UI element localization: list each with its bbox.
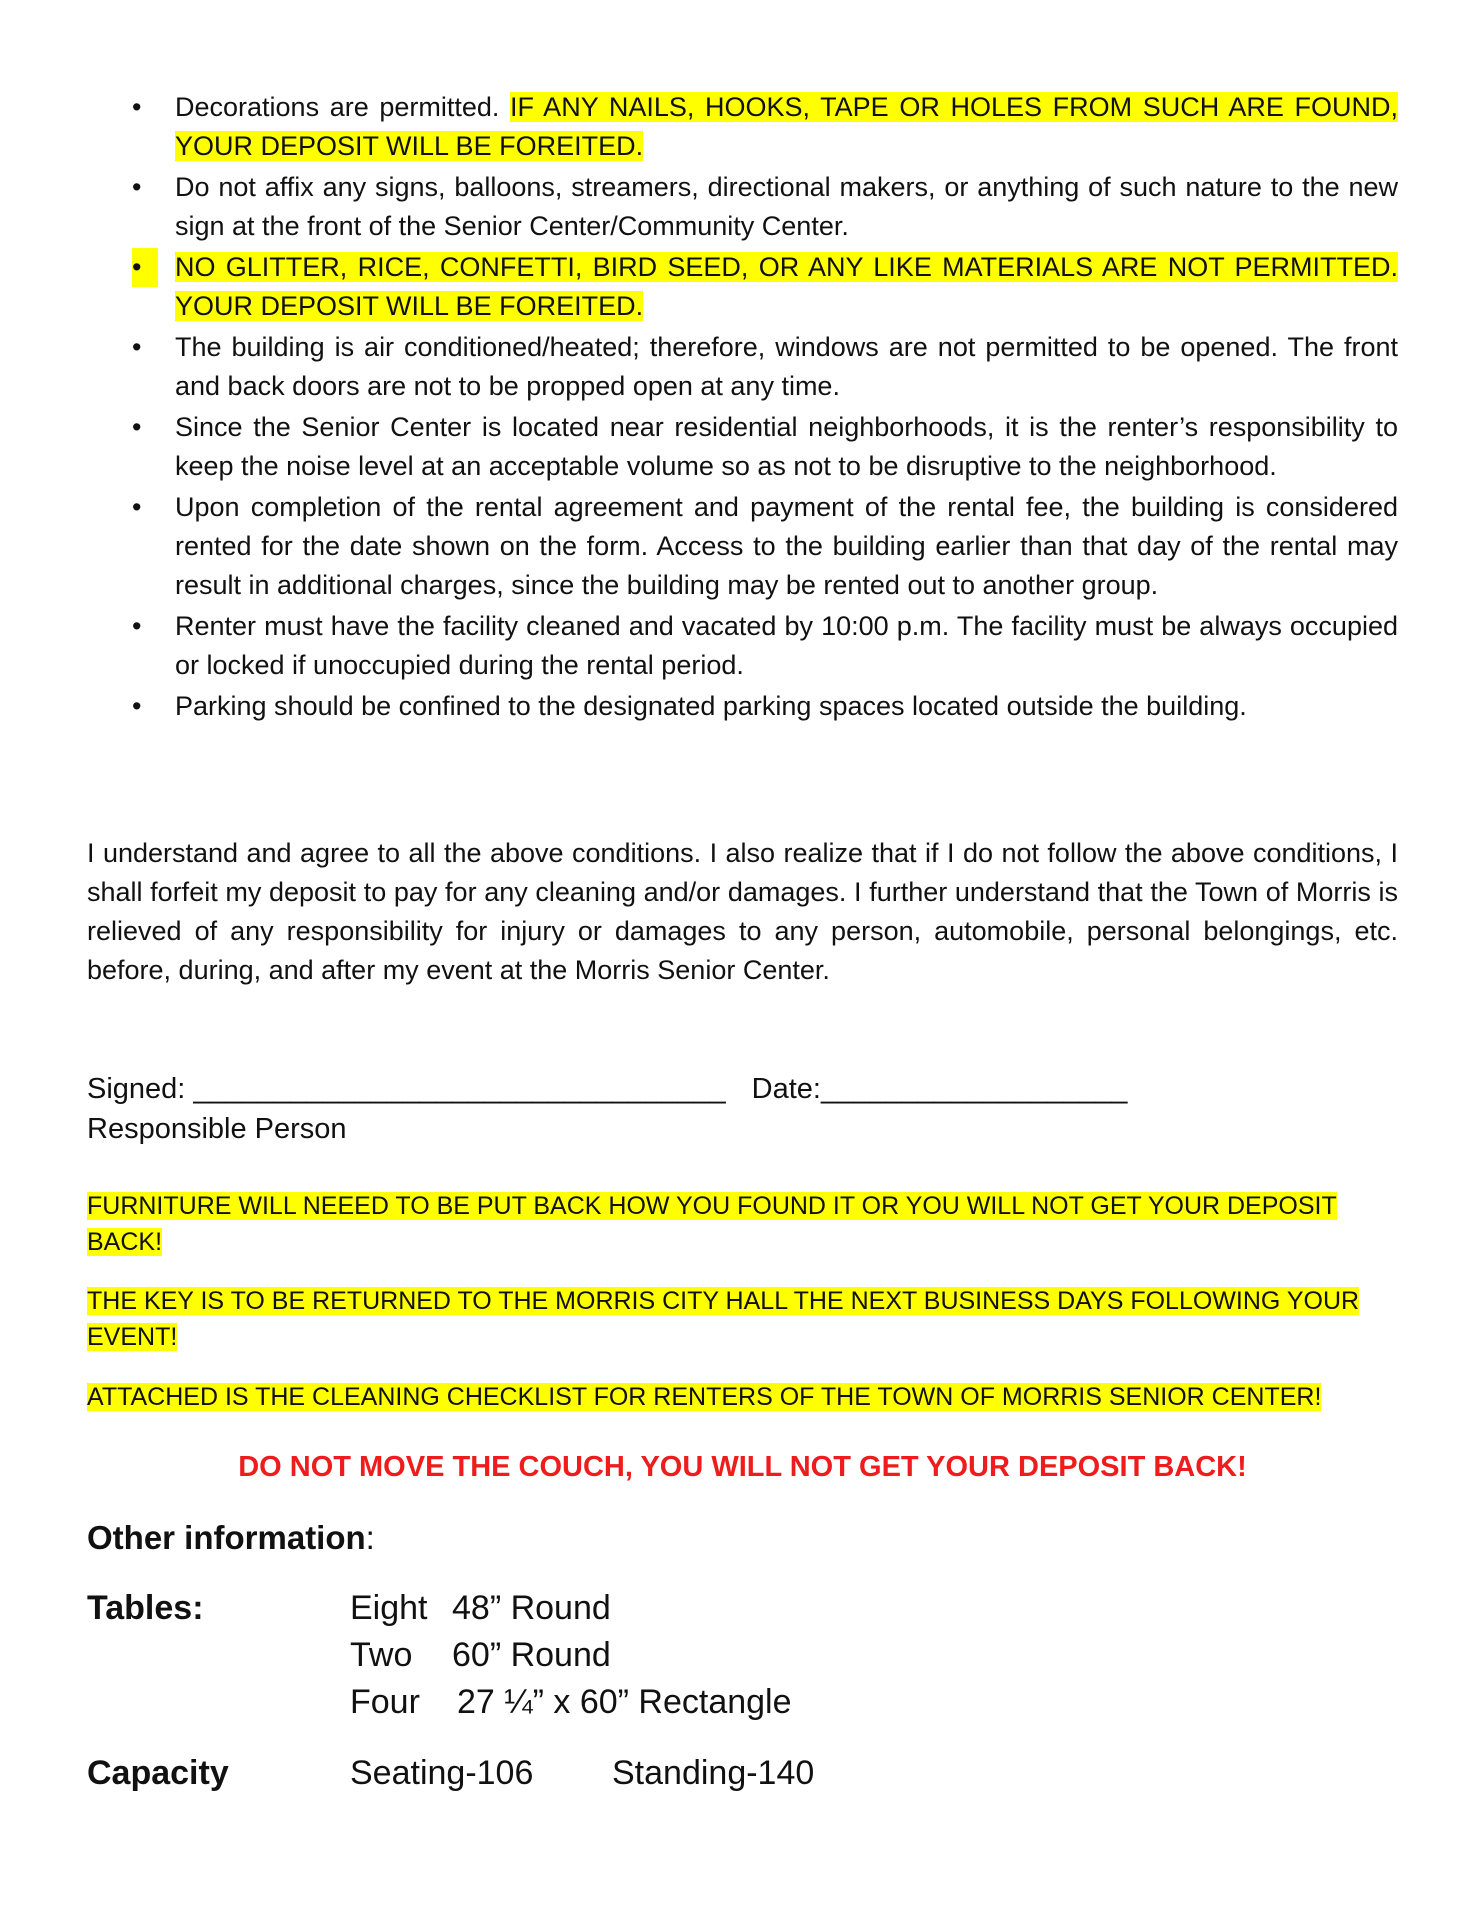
- rule-item: [132, 687, 1398, 726]
- agreement-paragraph: I understand and agree to all the above conditions. I also realize that if I do not follow the above conditions, I shall forfeit my deposit to pay for any cleaning and/or damages. I further understand that the Town of Morris is relieved of any responsibility for injury or damages to any person, automobile, personal belongings, etc. before, during, and after my event at the Morris Senior Center.: [87, 838, 1398, 985]
- rule-text: Since the Senior Center is located near residential neighborhoods, it is the renter’s responsibility to keep the noise level at an acceptable volume so as not to be disruptive to the neighborhood.: [175, 412, 1398, 481]
- other-info-heading: [87, 1519, 375, 1557]
- standing-capacity: Standing-140: [612, 1754, 815, 1792]
- notice-key: [87, 1283, 1398, 1355]
- bullet-icon: •: [132, 492, 142, 522]
- couch-warning: DO NOT MOVE THE COUCH, YOU WILL NOT GET YOUR DEPOSIT BACK!: [238, 1451, 1247, 1483]
- notice-furniture: [87, 1188, 1398, 1260]
- rule-text: Do not affix any signs, balloons, streamers, directional makers, or anything of such nature to the new sign at the front of the Senior Center/Community Center.: [175, 172, 1398, 241]
- bullet-icon: •: [132, 611, 142, 641]
- rule-item: [132, 607, 1398, 685]
- capacity-row: [87, 1754, 814, 1793]
- rule-item: [132, 88, 1399, 166]
- tables-row: [87, 1636, 611, 1675]
- table-qty: Eight: [350, 1589, 428, 1627]
- bullet-icon: •: [132, 691, 142, 721]
- tables-row: [87, 1589, 611, 1628]
- bullet-icon: •: [132, 332, 142, 362]
- date-label: Date:: [751, 1073, 821, 1105]
- heading-text: Other information: [87, 1519, 366, 1556]
- responsible-person-label: Responsible Person: [87, 1113, 347, 1145]
- capacity-label: Capacity: [87, 1754, 229, 1792]
- seating-capacity: Seating-106: [350, 1754, 534, 1792]
- notice-text: ATTACHED IS THE CLEANING CHECKLIST FOR RENTERS OF THE TOWN OF MORRIS SENIOR CENTER!: [87, 1383, 1322, 1411]
- bullet-icon: •: [132, 248, 158, 287]
- bullet-icon: •: [132, 92, 142, 122]
- heading-colon: :: [365, 1519, 375, 1556]
- rules-list: [132, 88, 1399, 728]
- signature-line[interactable]: _________________________________: [193, 1073, 726, 1105]
- notice-text: FURNITURE WILL NEEED TO BE PUT BACK HOW YOU FOUND IT OR YOU WILL NOT GET YOUR DEPOSIT BACK!: [87, 1192, 1337, 1256]
- rule-item: [132, 488, 1398, 605]
- date-line[interactable]: ___________________: [821, 1073, 1128, 1105]
- rule-text: Parking should be confined to the designated parking spaces located outside the building.: [175, 691, 1247, 721]
- rule-item: [132, 328, 1398, 406]
- rule-text: Renter must have the facility cleaned and vacated by 10:00 p.m. The facility must be always occupied or locked if unoccupied during the rental period.: [175, 611, 1398, 680]
- rule-text: Decorations are permitted.: [175, 92, 511, 122]
- tables-label: Tables:: [87, 1589, 204, 1627]
- rule-item: [132, 168, 1398, 246]
- table-desc: 27 ¼” x 60” Rectangle: [457, 1683, 792, 1721]
- tables-row: [87, 1683, 792, 1722]
- rule-highlight: IF ANY NAILS, HOOKS, TAPE OR HOLES FROM SUCH ARE FOUND, YOUR DEPOSIT WILL BE FOREITED.: [175, 92, 1399, 161]
- rule-highlight: NO GLITTER, RICE, CONFETTI, BIRD SEED, OR ANY LIKE MATERIALS ARE NOT PERMITTED. YOUR DEPOSIT WILL BE FOREITED.: [175, 252, 1398, 321]
- table-desc: 60” Round: [452, 1636, 611, 1674]
- rule-item: [132, 248, 1398, 326]
- signature-block: [87, 1069, 1127, 1149]
- notice-text: THE KEY IS TO BE RETURNED TO THE MORRIS CITY HALL THE NEXT BUSINESS DAYS FOLLOWING YOUR EVENT!: [87, 1287, 1360, 1351]
- rule-text: The building is air conditioned/heated; therefore, windows are not permitted to be opened. The front and back doors are not to be propped open at any time.: [175, 332, 1398, 401]
- table-qty: Four: [350, 1683, 420, 1721]
- notice-checklist: [87, 1379, 1398, 1415]
- table-desc: 48” Round: [452, 1589, 611, 1627]
- bullet-icon: •: [132, 172, 142, 202]
- rule-text: Upon completion of the rental agreement and payment of the rental fee, the building is considered rented for the date shown on the form. Access to the building earlier than that day of the rental may result in additional charges, since the building may be rented out to another group.: [175, 492, 1398, 600]
- rule-item: [132, 408, 1398, 486]
- signed-label: Signed:: [87, 1073, 194, 1105]
- table-qty: Two: [350, 1636, 413, 1674]
- bullet-icon: •: [132, 412, 142, 442]
